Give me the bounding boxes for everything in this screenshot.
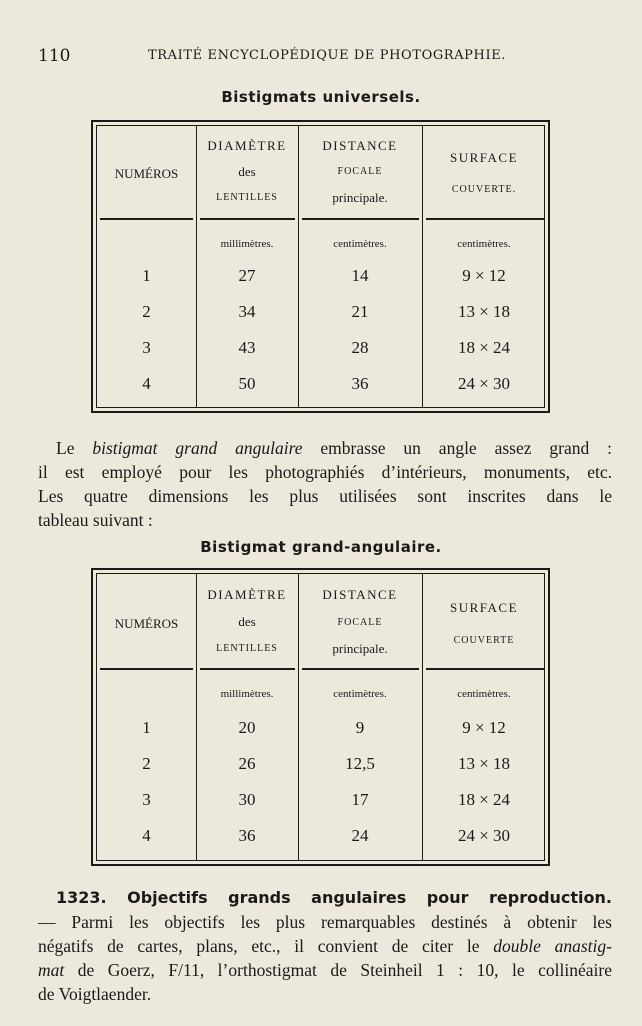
- header-couverte: COUVERTE.: [451, 184, 517, 195]
- table-cell: 34: [238, 302, 256, 321]
- header-distance: DISTANCE: [322, 138, 398, 153]
- header-distance: DISTANCE: [322, 587, 398, 602]
- table-cell: 21: [351, 302, 369, 321]
- unit-cell: centimètres.: [333, 688, 387, 700]
- body-paragraph: Le bistigmat grand angulaire embrasse un angle assez grand : il est employé pour les photographiés d’intérieurs, monuments, etc. Les quatre dimensions les plus utilisées sont inscrites dans le tableau suivant :: [38, 438, 613, 530]
- table-cell: 28: [351, 338, 369, 357]
- header-principale: principale.: [332, 190, 388, 205]
- header-diametre: DIAMÈTRE: [207, 138, 287, 153]
- table-cell: 4: [142, 826, 151, 845]
- header-lentilles: LENTILLES: [216, 192, 278, 203]
- table-cell: 43: [238, 338, 256, 357]
- header-des: des: [238, 614, 256, 629]
- table-cell: 36: [351, 374, 369, 393]
- table-cell: 4: [142, 374, 151, 393]
- page-number: 110: [38, 46, 71, 66]
- table2-title: Bistigmat grand-angulaire.: [200, 538, 442, 556]
- table-cell: 9 × 12: [462, 266, 506, 285]
- table-cell: 24 × 30: [457, 374, 511, 393]
- italic-term: bistigmat grand angulaire: [92, 438, 303, 458]
- unit-cell: centimètres.: [333, 238, 387, 250]
- table-cell: 1: [142, 266, 151, 285]
- table-cell: 1: [142, 718, 151, 737]
- table-cell: 3: [142, 338, 151, 357]
- italic-term: mat: [38, 960, 65, 980]
- section-1323: 1323. Objectifs grands angulaires pour reproduction. — Parmi les objectifs les plus remarquables destinés à obtenir les négatifs de cartes, plans, etc., il convient de citer le double anastig- mat de Goerz, F/11, l’orthostigmat de Steinheil 1 : 10, le collinéaire de Voigtlaender.: [38, 888, 612, 1004]
- italic-term: double anastig-: [493, 936, 612, 956]
- header-surface: SURFACE: [449, 150, 519, 165]
- header-couverte: COUVERTE: [453, 635, 515, 646]
- header-surface: SURFACE: [449, 600, 519, 615]
- header-numeros: NUMÉROS: [114, 616, 179, 631]
- running-head: [38, 46, 604, 68]
- unit-cell: millimètres.: [220, 238, 274, 250]
- table-cell: 2: [142, 754, 151, 773]
- table-cell: 13 × 18: [457, 302, 511, 321]
- table1: [91, 120, 550, 413]
- table-cell: 9: [355, 718, 365, 737]
- table-cell: 24 × 30: [457, 826, 511, 845]
- table1-title: Bistigmats universels.: [221, 88, 421, 106]
- table-cell: 13 × 18: [457, 754, 511, 773]
- table-cell: 3: [142, 790, 151, 809]
- table-cell: 14: [351, 266, 369, 285]
- header-des: des: [238, 164, 256, 179]
- header-focale: FOCALE: [337, 166, 383, 177]
- table-cell: 36: [238, 826, 256, 845]
- table-cell: 2: [142, 302, 151, 321]
- unit-cell: centimètres.: [457, 688, 511, 700]
- table-cell: 30: [238, 790, 256, 809]
- header-diametre: DIAMÈTRE: [207, 587, 287, 602]
- table-cell: 12,5: [345, 754, 375, 773]
- table-cell: 27: [238, 266, 256, 285]
- header-principale: principale.: [332, 641, 388, 656]
- unit-cell: centimètres.: [457, 238, 511, 250]
- table2: [91, 568, 550, 866]
- table-cell: 18 × 24: [457, 790, 511, 809]
- running-title: TRAITÉ ENCYCLOPÉDIQUE DE PHOTOGRAPHIE.: [148, 48, 507, 63]
- header-lentilles: LENTILLES: [216, 643, 278, 654]
- unit-cell: millimètres.: [220, 688, 274, 700]
- table-cell: 17: [351, 790, 369, 809]
- table-cell: 24: [351, 826, 369, 845]
- header-focale: FOCALE: [337, 617, 383, 628]
- table-cell: 50: [238, 374, 256, 393]
- table-cell: 20: [238, 718, 256, 737]
- table-cell: 26: [238, 754, 256, 773]
- section-heading: 1323. Objectifs grands angulaires pour reproduction.: [56, 888, 612, 907]
- table-cell: 9 × 12: [462, 718, 506, 737]
- table-cell: 18 × 24: [457, 338, 511, 357]
- header-numeros: NUMÉROS: [114, 166, 179, 181]
